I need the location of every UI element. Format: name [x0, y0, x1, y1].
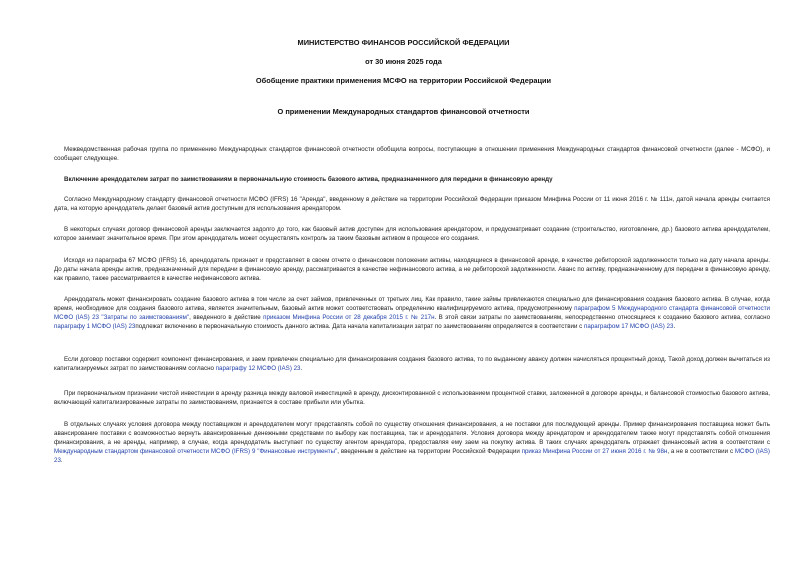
- link-ias23-par1[interactable]: параграфу 1 МСФО (IAS) 23: [54, 322, 136, 330]
- paragraph-7-text: В отдельных случаях условия договора между поставщиком и арендодателем могут представлять собой по существу отношения финансирования, а не поставки для последующей аренды. Пример финансирования поставщика может быть авансирование поставки с возможностью вернуть авансированные денежными средствами по выбору как поставщика, так и арендодателя. Условия договора между арендатором и арендодателем также могут представлять собой отношения финансирования, а не аренды, например, в случае, когда арендодатель выступает по существу агентом арендатора, предоставляя ему заем на покупку актива. В таких случаях арендодатель отражает финансовый актив в соответствии с: [54, 421, 770, 446]
- paragraph-5: [54, 356, 770, 374]
- paragraph-1: Согласно Международному стандарту финансовой отчетности МСФО (IFRS) 16 "Аренда", введенному в действие на территории Российской Федерации приказом Минфина России от 11 июня 2016 г. № 111н, датой начала аренды считается дата, на которую арендодатель делает базовый актив доступным для использования арендатором.: [54, 196, 770, 212]
- link-ias23-par17[interactable]: параграфом 17 МСФО (IAS) 23: [583, 322, 674, 330]
- document-subtitle: Обобщение практики применения МСФО на территории Российской Федерации: [255, 76, 552, 85]
- link-order-217n[interactable]: приказом Минфина России от 28 декабря 2015 г. № 217н: [263, 313, 435, 321]
- paragraph-7-text: , введенным в действие на территории Российской Федерации: [337, 447, 522, 455]
- paragraph-7-text: , а не в соответствии с: [667, 447, 735, 455]
- link-ifrs9[interactable]: Международным стандартом финансовой отчетности МСФО (IFRS) 9 "Финансовые инструменты": [54, 447, 338, 455]
- paragraph-7: [54, 421, 770, 466]
- document-topic: О применении Международных стандартов финансовой отчетности: [277, 107, 530, 116]
- paragraph-2: В некоторых случаях договор финансовой аренды заключается задолго до того, как базовый актив доступен для использования арендатором, и предусматривает создание (строительство, изготовление, др.) базового актива арендодателем, которое занимает значительное время. При этом арендодатель может осуществлять контроль за таким базовым активом в процессе его создания.: [54, 226, 770, 242]
- paragraph-5-text: Если договор поставки содержит компонент финансирования, и заем привлечен специально для финансирования создания базового актива, то по выданному авансу должен начисляться процентный доход. Такой доход должен вычитаться из капитализируемых затрат по заимствованиям согласно: [54, 356, 770, 372]
- link-order-98n[interactable]: приказ Минфина России от 27 июня 2016 г. № 98н: [521, 447, 668, 455]
- paragraph-3: [54, 257, 770, 284]
- paragraph-7-text: .: [60, 456, 63, 464]
- document-date: от 30 июня 2025 года: [365, 57, 442, 66]
- intro-paragraph: Межведомственная рабочая группа по применению Международных стандартов финансовой отчетности обобщила вопросы, поступающие в отношении применения Международных стандартов финансовой отчетности (далее - МСФО), и сообщает следующее.: [54, 146, 770, 162]
- link-ias23[interactable]: МСФО (IAS) 23: [54, 447, 770, 464]
- paragraph-4-text: Арендодатель может финансировать создание базового актива в том числе за счет займов, привлеченных от третьих лиц. Как правило, такие займы привлекаются специально для финансирования создания базового актива. В случае, когда время, необходимое для создания базового актива, является значительным, базовый актив может соответствовать определению квалифицируемого актива, предусмотренному: [54, 296, 770, 312]
- ministry-title: МИНИСТЕРСТВО ФИНАНСОВ РОССИЙСКОЙ ФЕДЕРАЦИИ: [297, 38, 510, 47]
- section-heading: Включение арендодателем затрат по заимствованиям в первоначальную стоимость базового актива, предназначенного для передачи в финансовую аренду: [64, 176, 553, 183]
- paragraph-4-text: подлежат включению в первоначальную стоимость данного актива. Дата начала капитализации затрат по заимствованиям определяется в соответствии с: [135, 322, 584, 330]
- paragraph-4-text: . В этой связи затраты по заимствованиям, непосредственно относящиеся к созданию базового актива, согласно: [434, 313, 771, 321]
- paragraph-6: При первоначальном признании чистой инвестиции в аренду разница между валовой инвестицией в аренду, дисконтированной с использованием процентной ставки, заложенной в договоре аренды, и балансовой стоимостью базового актива, включающей капитализированные затраты по заимствованиям, признается в составе прибыли или убытка.: [54, 390, 770, 406]
- paragraph-5-text: .: [300, 364, 303, 372]
- paragraph-4: [54, 296, 770, 332]
- paragraph-4-text: .: [673, 322, 676, 330]
- link-ias23-par12[interactable]: параграфу 12 МСФО (IAS) 23: [215, 364, 301, 372]
- paragraph-3-text: Исходя из параграфа 67 МСФО (IFRS) 16, арендодатель признает и представляет в своем отчете о финансовом положении активы, находящиеся в финансовой аренде, в качестве дебиторской задолженности только на дату начала аренды. До даты начала аренды актив, предназначенный для передачи в финансовую аренду, рассматривается в качестве нефинансового актива, а не дебиторской задолженности. Аванс по активу, предназначенному для передачи в финансовую аренду, как правило, также рассматривается в качестве нефинансового актива.: [54, 257, 770, 282]
- paragraph-4-text: , введенного в действие: [189, 313, 264, 321]
- link-ias23-par5[interactable]: параграфом 5 Международного стандарта финансовой отчетности МСФО (IAS) 23 "Затраты по заимствованиям": [54, 304, 770, 321]
